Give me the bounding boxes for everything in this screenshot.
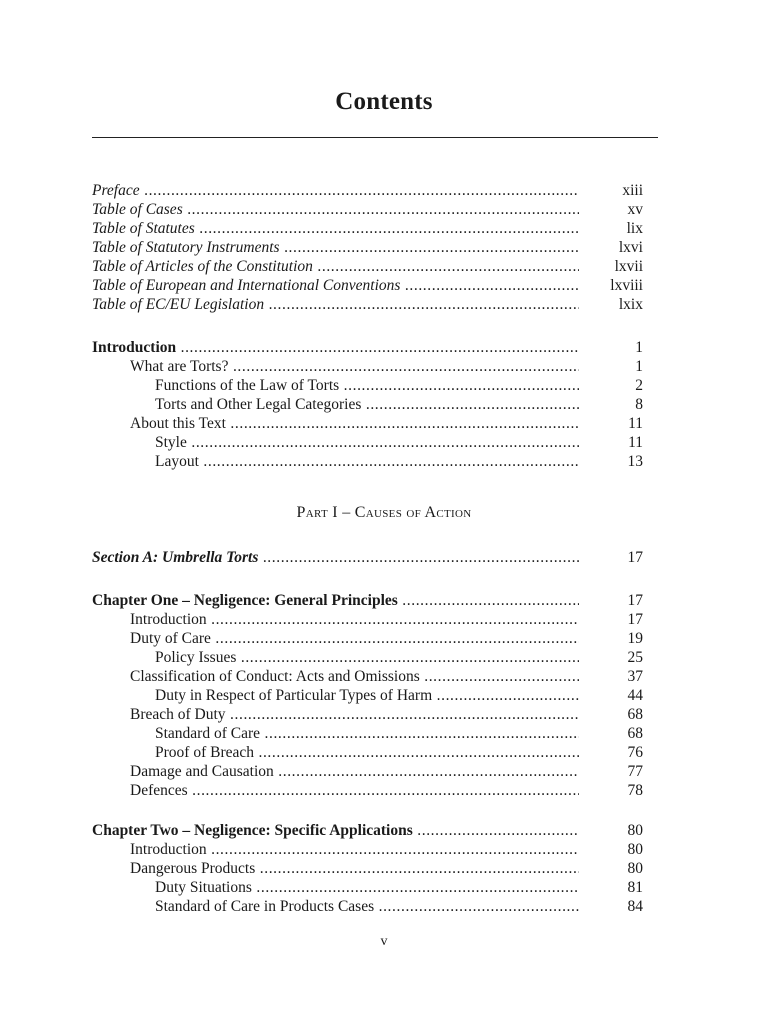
toc-page-number: 81 — [627, 879, 643, 896]
toc-entry — [92, 840, 643, 859]
toc-entry-title — [130, 629, 579, 648]
toc-entry-label: Duty Situations — [155, 879, 252, 896]
toc-entry-label: Classification of Conduct: Acts and Omissions — [130, 668, 420, 685]
toc-entry — [92, 452, 643, 471]
toc-page-number: 68 — [627, 725, 643, 742]
toc-entry — [92, 762, 643, 781]
toc-entry-label: Dangerous Products — [130, 860, 256, 877]
toc-page-number: lxix — [618, 296, 643, 313]
toc-page-number: 17 — [627, 592, 643, 609]
toc-entry-label: Standard of Care in Products Cases — [155, 898, 375, 915]
toc-entry — [92, 238, 643, 257]
toc-page-number: 76 — [627, 744, 643, 761]
toc-entry — [92, 257, 643, 276]
toc-entry-label: Standard of Care — [155, 725, 261, 742]
toc-entry-label: Duty of Care — [130, 630, 211, 647]
toc-page-number: 2 — [635, 377, 643, 394]
toc-page-number: 13 — [627, 453, 643, 470]
toc-entry — [92, 181, 643, 200]
toc-entry-title — [155, 878, 579, 897]
toc-entry-title — [155, 724, 579, 743]
toc-page-number: 37 — [627, 668, 643, 685]
toc-entry-label: Style — [155, 434, 187, 451]
toc-page-number: xv — [627, 201, 643, 218]
toc-page-number: lxvi — [618, 239, 643, 256]
toc-entry — [92, 376, 643, 395]
toc-entry — [92, 878, 643, 897]
toc-entry-label: Table of Statutory Instruments — [92, 239, 280, 256]
toc-page-number: lxviii — [610, 277, 643, 294]
toc-entry-label: Duty in Respect of Particular Types of Harm — [155, 687, 433, 704]
toc-entry-label: Table of Cases — [92, 201, 183, 218]
toc-entry-title — [92, 238, 579, 257]
toc-entry — [92, 743, 643, 762]
toc-page-number: 11 — [628, 415, 643, 432]
toc-entry — [92, 395, 643, 414]
toc-page-number: 25 — [627, 649, 643, 666]
toc-entry — [92, 781, 643, 800]
toc-entry-title — [155, 452, 579, 471]
toc-entry-title — [130, 414, 579, 433]
toc-entry-title — [155, 897, 579, 916]
toc-entry-title — [155, 376, 579, 395]
toc-entry-title — [92, 591, 579, 610]
toc-entry-title — [92, 548, 579, 567]
toc-entry — [92, 859, 643, 878]
toc-page-number: 80 — [627, 822, 643, 839]
toc-entry — [92, 705, 643, 724]
toc-entry-title — [155, 648, 579, 667]
toc-entry-title — [92, 821, 579, 840]
toc-entry — [92, 629, 643, 648]
toc-page-number: 68 — [627, 706, 643, 723]
toc-entry — [92, 433, 643, 452]
toc-entry-title — [130, 357, 579, 376]
toc-page-number: 8 — [635, 396, 643, 413]
toc-entry-label: Breach of Duty — [130, 706, 226, 723]
toc-entry — [92, 821, 643, 840]
toc-entry-title — [130, 762, 579, 781]
toc-page-number: 77 — [627, 763, 643, 780]
toc-entry-title — [92, 219, 579, 238]
toc-page-number: 80 — [627, 841, 643, 858]
toc-entry-label: Proof of Breach — [155, 744, 254, 761]
toc-page-number: 80 — [627, 860, 643, 877]
toc-page-number: 17 — [627, 549, 643, 566]
toc-page-number: lix — [626, 220, 643, 237]
toc-entry-label: Torts and Other Legal Categories — [155, 396, 362, 413]
toc-entry — [92, 295, 643, 314]
toc-page-number: 78 — [627, 782, 643, 799]
toc-entry-label: Table of Articles of the Constitution — [92, 258, 313, 275]
toc-entry — [92, 610, 643, 629]
toc-page-number: xiii — [622, 182, 643, 199]
page-folio: v — [380, 934, 388, 949]
toc-page-number: 11 — [628, 434, 643, 451]
toc-entry-label: Layout — [155, 453, 199, 470]
toc-entry — [92, 897, 643, 916]
toc-entry-label: Functions of the Law of Torts — [155, 377, 340, 394]
toc-page-number: 84 — [627, 898, 643, 915]
toc-entry-title — [130, 667, 579, 686]
toc-entry-title — [92, 200, 579, 219]
toc-page-number: 19 — [627, 630, 643, 647]
toc-entry-title — [92, 295, 579, 314]
title-rule — [92, 137, 658, 138]
toc-entry-label: Introduction — [130, 841, 207, 858]
toc-entry-label: Policy Issues — [155, 649, 237, 666]
toc-entry-title — [155, 686, 579, 705]
toc-entry-label: Table of EC/EU Legislation — [92, 296, 265, 313]
toc-entry-title — [92, 257, 579, 276]
part-heading: Part I – Causes of Action — [296, 504, 472, 521]
toc-entry — [92, 200, 643, 219]
toc-entry — [92, 276, 643, 295]
toc-entry-label: Table of Statutes — [92, 220, 195, 237]
toc-entry — [92, 414, 643, 433]
toc-entry — [92, 648, 643, 667]
toc-entry-title — [155, 433, 579, 452]
toc-entry-title — [92, 338, 579, 357]
toc-page-number: 44 — [627, 687, 643, 704]
toc-page-number: 1 — [635, 358, 643, 375]
toc-entry-label: Introduction — [130, 611, 207, 628]
toc-entry-label: Introduction — [92, 339, 177, 356]
toc-entry-title — [130, 705, 579, 724]
toc-entry-title — [155, 743, 579, 762]
toc-entry — [92, 338, 643, 357]
toc-entry-label: Section A: Umbrella Torts — [92, 549, 259, 566]
toc-entry — [92, 548, 643, 567]
toc-entry-label: Table of European and International Conventions — [92, 277, 401, 294]
toc-entry — [92, 724, 643, 743]
toc-entry-label: Chapter One – Negligence: General Principles — [92, 592, 398, 609]
toc-entry-label: Chapter Two – Negligence: Specific Applications — [92, 822, 413, 839]
toc-entry-title — [130, 610, 579, 629]
toc-entry — [92, 219, 643, 238]
toc-page-number: lxvii — [614, 258, 643, 275]
page-title: Contents — [335, 88, 433, 115]
toc-entry-title — [130, 859, 579, 878]
toc-entry-label: Preface — [92, 182, 140, 199]
toc-entry — [92, 686, 643, 705]
toc-entry-title — [92, 181, 579, 200]
toc-entry-label: Damage and Causation — [130, 763, 274, 780]
toc-page-number: 17 — [627, 611, 643, 628]
toc-page-number: 1 — [635, 339, 643, 356]
toc-entry-title — [155, 395, 579, 414]
toc-entry — [92, 591, 643, 610]
toc-entry — [92, 667, 643, 686]
toc-entry-title — [92, 276, 579, 295]
toc-entry-label: About this Text — [130, 415, 226, 432]
toc-entry — [92, 357, 643, 376]
toc-entry-title — [130, 781, 579, 800]
toc-entry-label: Defences — [130, 782, 188, 799]
toc-entry-title — [130, 840, 579, 859]
toc-entry-label: What are Torts? — [130, 358, 229, 375]
